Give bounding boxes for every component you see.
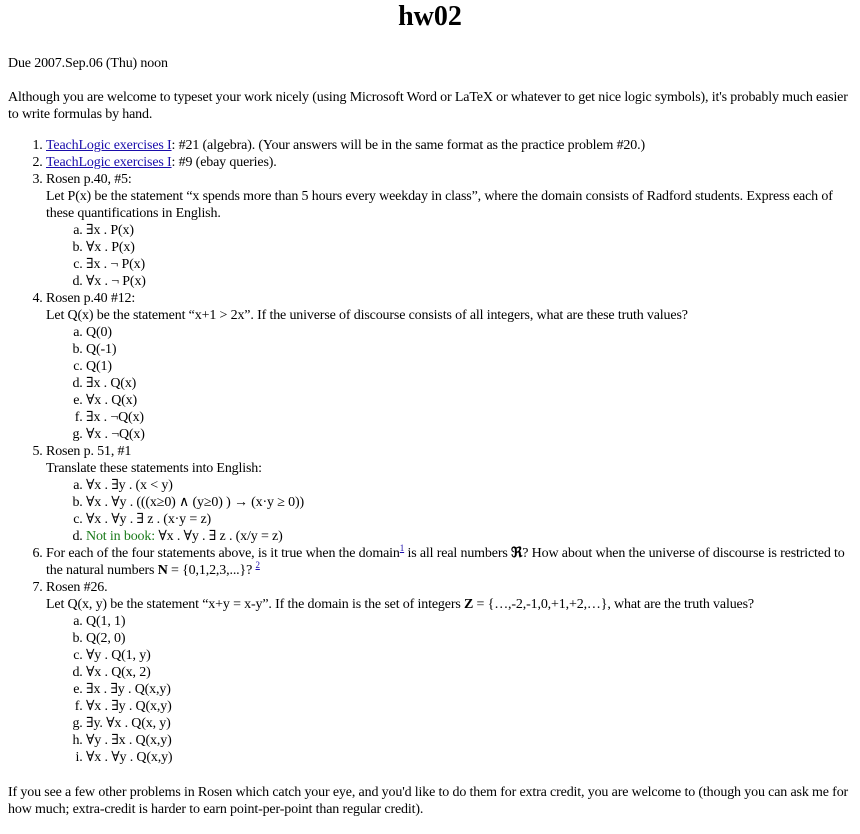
problem-4 [46, 290, 852, 443]
teachlogic-link-1[interactable]: TeachLogic exercises I [46, 138, 172, 153]
list-item: a. ∀x . ∃y . (x < y) [86, 477, 852, 494]
problem-list [8, 137, 852, 766]
teachlogic-link-2[interactable]: TeachLogic exercises I [46, 155, 172, 170]
problem-6-text-4: = {0,1,2,3,...}? [167, 563, 256, 578]
problem-6 [46, 545, 852, 579]
closing-paragraph: If you see a few other problems in Rosen which catch your eye, and you'd like to do them for extra credit, you are welcome to (though you can ask me for how much; extra-credit is harder to earn point-per-point than regular credit). [8, 785, 849, 817]
problem-5-body: Translate these statements into English: [46, 461, 262, 476]
list-item: d. ∃x . Q(x) [86, 375, 852, 392]
problem-6-text-2: is all real numbers [404, 546, 511, 561]
problem-3-head: Rosen p.40, #5: [46, 172, 132, 187]
list-item: c. ∃x . ¬ P(x) [86, 256, 852, 273]
problem-3-body: Let P(x) be the statement “x spends more than 5 hours every weekday in class”, where the domain consists of Radford students. Express each of these quantifications in English. [46, 189, 833, 221]
problem-5 [46, 443, 852, 545]
problem-5-head: Rosen p. 51, #1 [46, 444, 132, 459]
list-item: f. ∀x . ∃y . Q(x,y) [86, 698, 852, 715]
list-item: h. ∀y . ∃x . Q(x,y) [86, 732, 852, 749]
problem-5d-text: ∀x . ∀y . ∃ z . (x/y = z) [154, 529, 283, 544]
problem-6-text-3: ? How about when the universe of discourse is restricted to the natural numbers [46, 546, 845, 578]
problem-3 [46, 171, 852, 290]
problem-1-text: : #21 (algebra). (Your answers will be in the same format as the practice problem #20.) [171, 138, 645, 153]
list-item: e. ∃x . ∃y . Q(x,y) [86, 681, 852, 698]
list-item: c. ∀x . ∀y . ∃ z . (x·y = z) [86, 511, 852, 528]
due-date: Due 2007.Sep.06 (Thu) noon [8, 56, 168, 71]
list-item: b. ∀x . ∀y . (((x≥0) ∧ (y≥0) ) → (x·y ≥ 0)) [86, 494, 852, 511]
problem-7 [46, 579, 852, 766]
list-item: b. Q(2, 0) [86, 630, 852, 647]
list-item: e. ∀x . Q(x) [86, 392, 852, 409]
integers-symbol: Z [463, 597, 474, 612]
list-item: b. Q(-1) [86, 341, 852, 358]
list-item: b. ∀x . P(x) [86, 239, 852, 256]
page-title: hw02 [398, 1, 462, 32]
problem-1 [46, 137, 852, 154]
list-item: i. ∀x . ∀y . Q(x,y) [86, 749, 852, 766]
problem-7-text-2: = {…,-2,-1,0,+1,+2,…}, what are the truth values? [473, 597, 754, 612]
naturals-symbol: N [157, 563, 168, 578]
list-item [86, 528, 852, 545]
problem-4-body: Let Q(x) be the statement “x+1 > 2x”. If the universe of discourse consists of all integers, what are these truth values? [46, 308, 688, 323]
list-item: a. Q(1, 1) [86, 613, 852, 630]
list-item: c. Q(1) [86, 358, 852, 375]
not-in-book-note: Not in book: [86, 529, 155, 544]
list-item: c. ∀y . Q(1, y) [86, 647, 852, 664]
problem-3-parts [46, 222, 852, 290]
list-item: d. ∀x . Q(x, 2) [86, 664, 852, 681]
list-item: f. ∃x . ¬Q(x) [86, 409, 852, 426]
reals-symbol: ℜ [511, 546, 523, 561]
problem-7-head: Rosen #26. [46, 580, 108, 595]
intro-paragraph: Although you are welcome to typeset your work nicely (using Microsoft Word or LaTeX or whatever to get nice logic symbols), it's probably much easier to write formulas by hand. [8, 90, 848, 122]
problem-2-text: : #9 (ebay queries). [171, 155, 277, 170]
list-item: a. ∃x . P(x) [86, 222, 852, 239]
footnote-link-2[interactable]: 2 [255, 560, 260, 570]
list-item: d. ∀x . ¬ P(x) [86, 273, 852, 290]
problem-4-head: Rosen p.40 #12: [46, 291, 136, 306]
problem-5-parts [46, 477, 852, 545]
footnote-link-1[interactable]: 1 [399, 543, 405, 553]
problem-7-parts [46, 613, 852, 766]
problem-6-text-1: For each of the four statements above, is it true when the domain [46, 546, 400, 561]
problem-4-parts [46, 324, 852, 443]
list-item: g. ∃y. ∀x . Q(x, y) [86, 715, 852, 732]
list-item: g. ∀x . ¬Q(x) [86, 426, 852, 443]
problem-2 [46, 154, 852, 171]
list-item: a. Q(0) [86, 324, 852, 341]
problem-7-text-1: Let Q(x, y) be the statement “x+y = x-y”. If the domain is the set of integers [46, 597, 464, 612]
